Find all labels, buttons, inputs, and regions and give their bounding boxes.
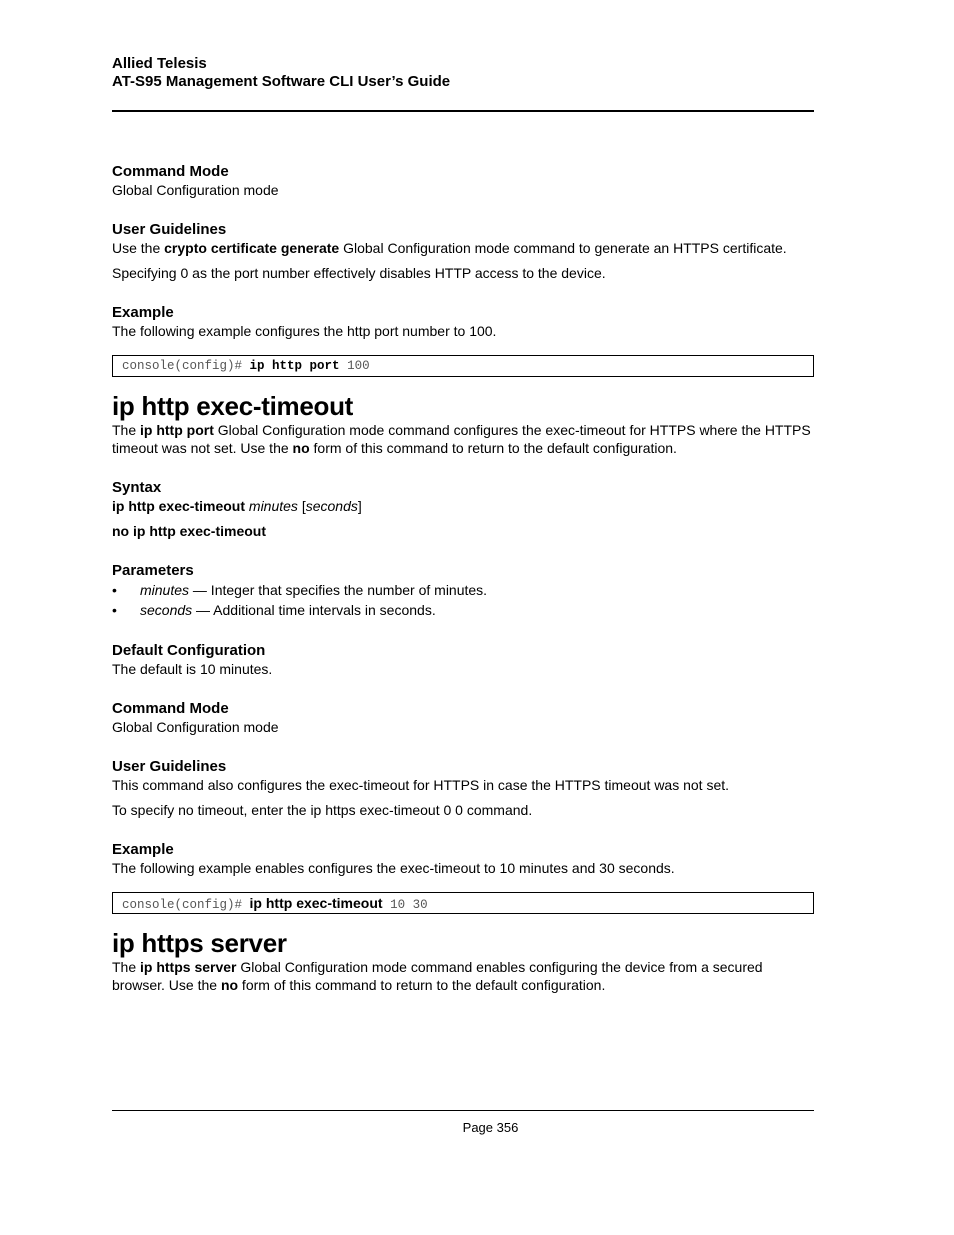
command-description: The ip https server Global Configuration mode command enables configuring the device from a secured browser. Use the no form of this command to return to the default configuration.	[112, 959, 763, 993]
document-page	[112, 0, 814, 1235]
guideline-text: Specifying 0 as the port number effectively disables HTTP access to the device.	[112, 265, 606, 281]
section-heading: User Guidelines	[112, 758, 227, 775]
header-guide-title: AT-S95 Management Software CLI User’s Guide	[112, 73, 451, 90]
guideline-text: Use the crypto certificate generate Global Configuration mode command to generate an HTTPS certificate.	[112, 240, 787, 256]
prev-example-section	[112, 304, 814, 377]
section-heading: Syntax	[112, 479, 162, 496]
command-text: ip http port	[249, 359, 340, 373]
command-mode-section	[112, 700, 814, 736]
header-rule	[112, 110, 814, 112]
section-text: The default is 10 minutes.	[112, 661, 273, 677]
section-heading: Example	[112, 841, 174, 858]
parameters-section	[112, 562, 814, 620]
console-prompt: console(config)#	[122, 359, 243, 373]
parameter-list	[112, 580, 814, 620]
section-heading: User Guidelines	[112, 221, 227, 238]
exec-timeout-section	[112, 391, 814, 914]
section-heading: Parameters	[112, 562, 194, 579]
command-text: ip http exec-timeout	[249, 895, 383, 911]
command-title: ip http exec-timeout	[112, 391, 354, 421]
guideline-text: This command also configures the exec-timeout for HTTPS in case the HTTPS timeout was not set.	[112, 777, 730, 793]
section-text: Global Configuration mode	[112, 182, 279, 198]
example-text: The following example configures the http port number to 100.	[112, 323, 497, 339]
page-content	[112, 163, 814, 994]
user-guidelines-section	[112, 758, 814, 819]
command-argument: 10 30	[390, 898, 428, 912]
section-text: Global Configuration mode	[112, 719, 279, 735]
guideline-text: To specify no timeout, enter the ip https exec-timeout 0 0 command.	[112, 802, 533, 818]
bullet-icon: •	[112, 602, 117, 618]
default-configuration-section	[112, 642, 814, 678]
code-example-box	[112, 892, 814, 914]
section-heading: Command Mode	[112, 700, 229, 717]
list-item: • minutes — Integer that specifies the number of minutes.	[112, 582, 488, 598]
bullet-icon: •	[112, 582, 117, 598]
page-number: Page 356	[462, 1120, 519, 1135]
command-title: ip https server	[112, 928, 287, 958]
section-heading: Example	[112, 304, 174, 321]
syntax-line: ip http exec-timeout minutes [seconds]	[112, 498, 362, 514]
command-description: The ip http port Global Configuration mode command configures the exec-timeout for HTTPS where the HTTPS timeout was not set. Use the no form of this command to return to the default configuration.	[112, 422, 811, 456]
https-server-section	[112, 928, 814, 994]
syntax-line: no ip http exec-timeout	[112, 523, 266, 539]
syntax-section	[112, 479, 814, 540]
command-name: crypto certificate generate	[164, 240, 340, 256]
footer-rule	[112, 1110, 814, 1111]
header-company: Allied Telesis	[112, 55, 207, 72]
prev-user-guidelines-section	[112, 221, 814, 282]
code-example-box	[112, 355, 814, 377]
section-heading: Default Configuration	[112, 642, 266, 659]
section-heading: Command Mode	[112, 163, 229, 180]
prev-command-mode-section	[112, 163, 814, 199]
list-item: • seconds — Additional time intervals in seconds.	[112, 602, 436, 618]
example-section	[112, 841, 814, 914]
example-text: The following example enables configures the exec-timeout to 10 minutes and 30 seconds.	[112, 860, 675, 876]
console-prompt: console(config)#	[122, 898, 243, 912]
command-argument: 100	[347, 359, 370, 373]
